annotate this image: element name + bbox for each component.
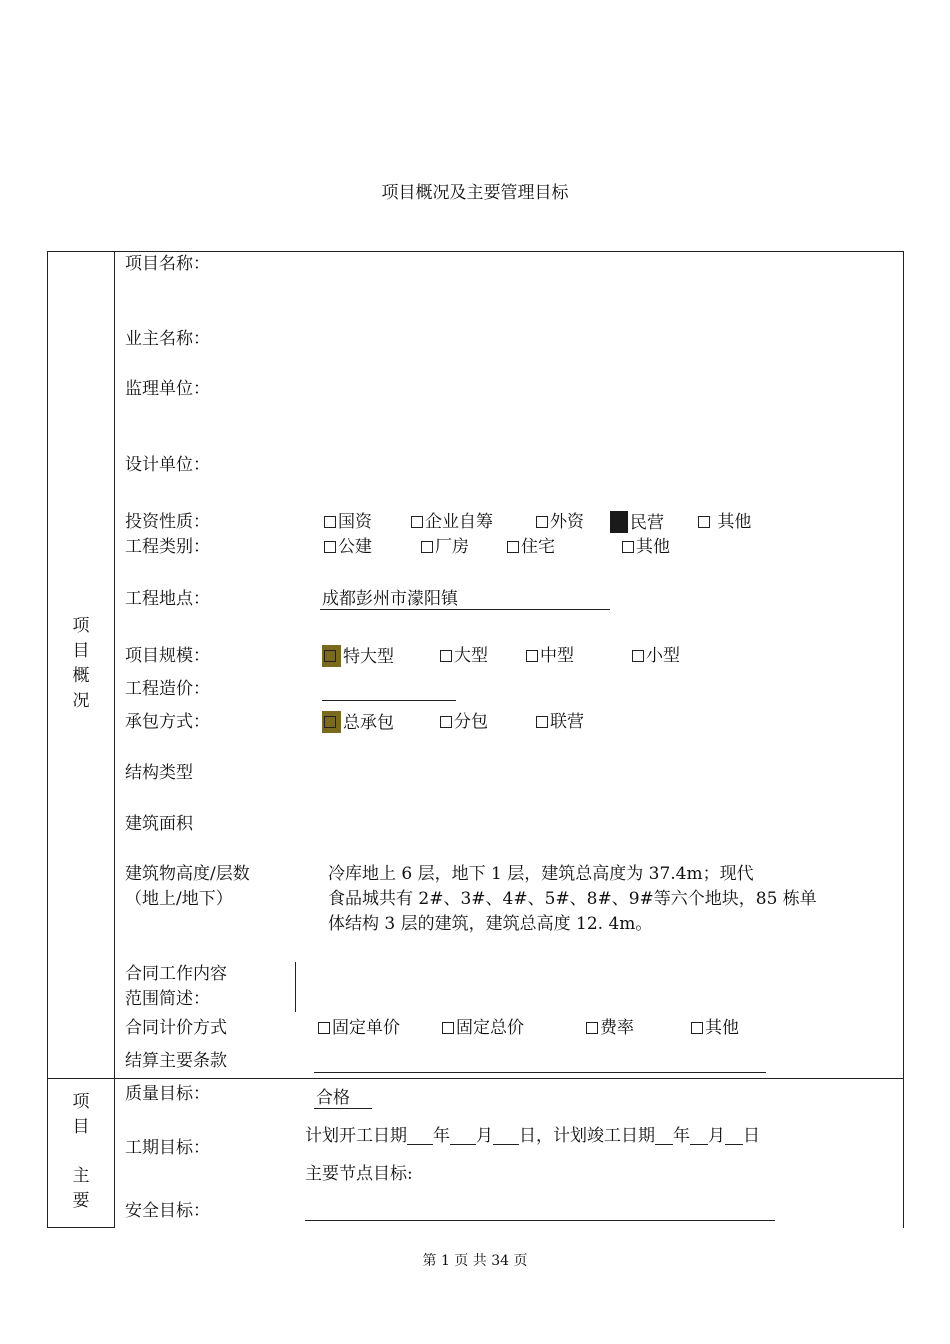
height-description-line-2: 食品城共有 2#、3#、4#、5#、8#、9#等六个地块，85 栋单	[328, 889, 817, 909]
section-overview-title: 项 目 概 况	[72, 616, 90, 711]
start-year-blank[interactable]	[407, 1128, 433, 1145]
label-cost: 工程造价：	[125, 679, 210, 699]
end-day-blank[interactable]	[725, 1128, 743, 1145]
label-investment-type: 投资性质：	[125, 512, 210, 532]
section-targets-title: 项 目 主 要	[72, 1092, 90, 1211]
height-description-line-3: 体结构 3 层的建筑，建筑总高度 12. 4m。	[328, 914, 653, 934]
checkbox-icon	[442, 1022, 454, 1034]
table-column-divider	[114, 251, 115, 1228]
label-project-category: 工程类别：	[125, 537, 210, 557]
table-section-divider	[47, 1078, 904, 1079]
label-project-name: 项目名称：	[125, 254, 210, 274]
label-designer: 设计单位：	[125, 455, 210, 475]
end-month-blank[interactable]	[690, 1128, 708, 1145]
scale-option-extra-large[interactable]: 特大型	[322, 645, 394, 668]
label-building-area: 建筑面积	[125, 814, 193, 834]
label-contract-scope-2: 范围简述：	[125, 989, 210, 1009]
start-day-blank[interactable]	[493, 1128, 519, 1145]
pricing-option-other[interactable]: 其他	[691, 1017, 739, 1039]
checkbox-icon	[421, 541, 433, 553]
investment-option-private[interactable]: 民营	[610, 511, 664, 534]
investment-option-foreign[interactable]: 外资	[536, 511, 584, 533]
page-footer: 第 1 页 共 34 页	[422, 1253, 528, 1269]
checkbox-outline-icon	[324, 716, 336, 728]
pricing-option-unit[interactable]: 固定单价	[318, 1017, 400, 1039]
label-quality-target: 质量目标：	[125, 1084, 210, 1104]
label-owner-name: 业主名称：	[125, 329, 210, 349]
category-option-residential[interactable]: 住宅	[507, 536, 555, 558]
safety-underline	[305, 1220, 775, 1221]
label-height-floors-sub: （地上/地下）	[125, 889, 233, 909]
label-scale: 项目规模：	[125, 646, 210, 666]
checkbox-icon	[536, 516, 548, 528]
investment-option-self-funded[interactable]: 企业自筹	[411, 511, 493, 533]
table-bottom-border	[47, 1227, 115, 1228]
category-option-public[interactable]: 公建	[324, 536, 372, 558]
document-title: 项目概况及主要管理目标	[381, 183, 569, 203]
contract-option-general[interactable]: 总承包	[322, 711, 394, 734]
checkbox-icon	[698, 516, 710, 528]
label-schedule-target: 工期目标：	[125, 1138, 210, 1158]
checkbox-icon	[440, 650, 452, 662]
checkbox-icon	[324, 516, 336, 528]
checkbox-icon	[411, 516, 423, 528]
quality-underline	[314, 1108, 372, 1109]
location-value: 成都彭州市濛阳镇	[322, 589, 458, 609]
settlement-underline	[314, 1072, 766, 1073]
label-settlement-terms: 结算主要条款	[125, 1051, 227, 1071]
checkbox-icon	[526, 650, 538, 662]
category-option-factory[interactable]: 厂房	[421, 536, 469, 558]
label-structure-type: 结构类型	[125, 763, 193, 783]
investment-option-other[interactable]: 其他	[698, 511, 751, 533]
scale-option-medium[interactable]: 中型	[526, 645, 574, 667]
checkbox-icon	[622, 541, 634, 553]
checkbox-outline-icon	[324, 650, 336, 662]
table-right-border	[903, 251, 904, 1228]
current-page-number: 1	[440, 1253, 450, 1269]
scale-option-small[interactable]: 小型	[632, 645, 680, 667]
checked-checkbox-icon	[322, 645, 341, 667]
checkbox-icon	[324, 541, 336, 553]
investment-option-state[interactable]: 国资	[324, 511, 372, 533]
table-left-border	[47, 251, 48, 1228]
label-location: 工程地点：	[125, 589, 210, 609]
milestone-label: 主要节点目标:	[305, 1164, 413, 1184]
label-supervisor: 监理单位：	[125, 379, 210, 399]
contract-option-joint[interactable]: 联营	[536, 711, 584, 733]
height-description-line-1: 冷库地上 6 层，地下 1 层，建筑总高度为 37.4m；现代	[328, 864, 754, 884]
checkbox-icon	[586, 1022, 598, 1034]
scale-option-large[interactable]: 大型	[440, 645, 488, 667]
label-height-floors: 建筑物高度/层数	[125, 864, 250, 884]
checkbox-icon	[318, 1022, 330, 1034]
location-underline	[320, 609, 610, 610]
end-year-blank[interactable]	[655, 1128, 673, 1145]
total-page-count: 34	[491, 1253, 510, 1269]
table-top-border	[47, 251, 904, 252]
checked-checkbox-icon	[322, 711, 341, 733]
checked-checkbox-icon	[610, 511, 628, 533]
pricing-option-rate[interactable]: 费率	[586, 1017, 634, 1039]
quality-value: 合格	[316, 1088, 350, 1108]
category-option-other[interactable]: 其他	[622, 536, 670, 558]
checkbox-icon	[440, 716, 452, 728]
checkbox-icon	[536, 716, 548, 728]
checkbox-icon	[507, 541, 519, 553]
checkbox-icon	[632, 650, 644, 662]
label-safety-target: 安全目标：	[125, 1201, 210, 1221]
pricing-option-total[interactable]: 固定总价	[442, 1017, 524, 1039]
label-pricing-method: 合同计价方式	[125, 1018, 227, 1038]
checkbox-icon	[691, 1022, 703, 1034]
contract-scope-bracket	[295, 962, 296, 1012]
cost-underline	[322, 700, 456, 701]
contract-option-sub[interactable]: 分包	[440, 711, 488, 733]
label-contract-scope-1: 合同工作内容	[125, 964, 227, 984]
schedule-line: 计划开工日期 年 月 日，计划竣工日期 年 月 日	[305, 1126, 760, 1146]
label-contract-mode: 承包方式：	[125, 712, 210, 732]
start-month-blank[interactable]	[450, 1128, 476, 1145]
